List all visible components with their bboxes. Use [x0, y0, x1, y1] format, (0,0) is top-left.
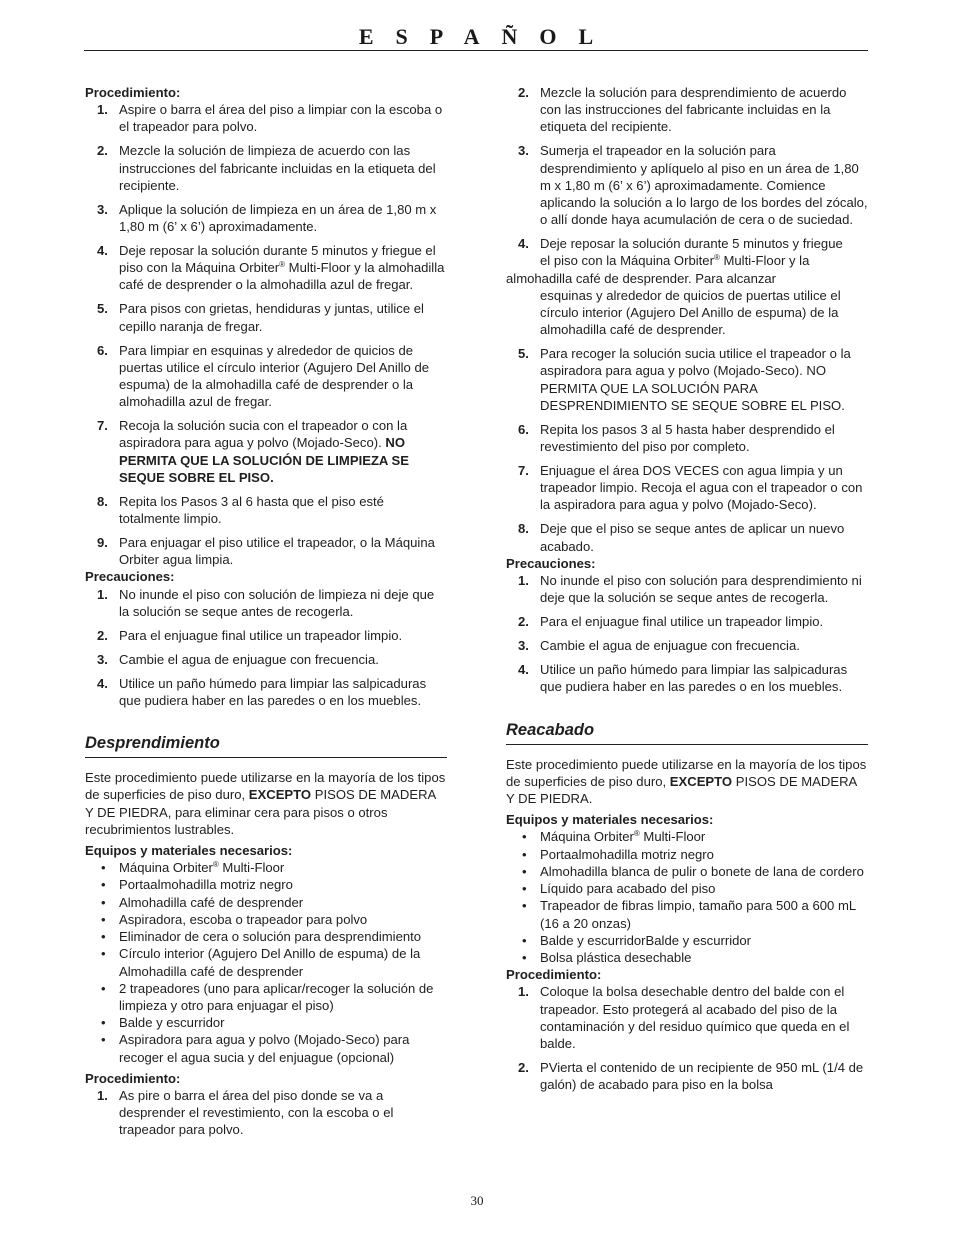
- section-heading-desprendimiento: Desprendimiento: [85, 733, 447, 758]
- precautions-list: [506, 572, 868, 696]
- step-text: Para pisos con grietas, hendiduras y juntas, utilice el cepillo naranja de fregar.: [119, 301, 424, 334]
- step-number: 3.: [97, 651, 108, 667]
- step-number: 2.: [518, 1059, 529, 1075]
- list-item: • Balde y escurridorBalde y escurridor: [506, 932, 868, 949]
- language-header: ESPAÑOL: [358, 24, 616, 49]
- list-item: [506, 1059, 868, 1093]
- list-item: [85, 493, 447, 527]
- list-item: [506, 613, 868, 630]
- step-text: As pire o barra el área del piso donde se va a desprender el revestimiento, con la escoba o el trapeador para polvo.: [119, 1087, 394, 1138]
- step-text: No inunde el piso con solución de limpieza ni deje que la solución se seque antes de recogerla.: [119, 586, 435, 619]
- step-text: Para el enjuague final utilice un trapeador limpio.: [119, 627, 403, 643]
- step-text: Deje reposar la solución durante 5 minutos y friegue: [540, 236, 843, 252]
- step-number: 1.: [518, 984, 529, 1000]
- step-text: Para limpiar en esquinas y alrededor de quicios de puertas utilice el círculo interior (Agujero Del Anillo de espuma) de la almohadilla café de desprender o la almohadilla azul de fregar.: [119, 342, 430, 410]
- step-text: Repita los Pasos 3 al 6 hasta que el piso esté totalmente limpio.: [119, 493, 384, 527]
- procedure-label: Procedimiento:: [85, 1070, 181, 1086]
- right-column: [506, 84, 868, 1093]
- list-item: [85, 534, 447, 568]
- step-number: 4.: [518, 662, 529, 678]
- list-item: • Líquido para acabado del piso: [506, 880, 868, 897]
- equipment-list: [506, 828, 868, 966]
- list-item: • Aspiradora, escoba o trapeador para polvo: [85, 911, 447, 928]
- item-text: Máquina Orbiter: [119, 860, 213, 876]
- list-item: [85, 101, 447, 135]
- step-number: 3.: [518, 143, 529, 159]
- step-text: Cambie el agua de enjuague con frecuencia.: [540, 638, 800, 654]
- cleaning-procedure-list: [85, 101, 447, 568]
- step-number: 4.: [518, 236, 529, 252]
- stripping-procedure-continued-list: [506, 84, 868, 555]
- list-item: • Portaalmohadilla motriz negro: [85, 876, 447, 893]
- list-item: [506, 421, 868, 455]
- list-item: [506, 520, 868, 554]
- step-text: No inunde el piso con solución para desprendimiento ni deje que la solución se seque antes de recogerla.: [540, 573, 862, 606]
- registered-mark: ®: [212, 860, 219, 870]
- list-item: [506, 462, 868, 514]
- step-number: 2.: [518, 614, 529, 630]
- left-column: [85, 84, 447, 1139]
- step-number: 4.: [97, 675, 108, 691]
- step-number: 3.: [518, 638, 529, 654]
- step-text: Coloque la bolsa desechable dentro del balde con el trapeador. Esto protegerá al acabado del piso de la contaminación y del residuo químico que queda en el balde.: [540, 984, 850, 1051]
- step-number: 8.: [97, 493, 108, 509]
- equipment-label: Equipos y materiales necesarios:: [85, 843, 293, 859]
- step-number: 9.: [97, 535, 108, 551]
- step-number: 2.: [97, 143, 108, 159]
- precautions-list: [85, 586, 447, 710]
- intro-emphasis: EXCEPTO: [248, 787, 312, 803]
- equipment-list: [85, 859, 447, 1065]
- step-number: 7.: [518, 463, 529, 479]
- item-text: Máquina Orbiter: [540, 829, 634, 845]
- step-text: Utilice un paño húmedo para limpiar las salpicaduras que pudiera haber en las paredes o en los muebles.: [540, 662, 848, 695]
- list-item: [85, 675, 447, 709]
- list-item: [506, 235, 868, 338]
- step-number: 1.: [97, 1087, 108, 1103]
- precautions-label: Precauciones:: [506, 555, 596, 571]
- stripping-procedure-list: [85, 1087, 447, 1139]
- list-item: [506, 345, 868, 414]
- step-number: 8.: [518, 521, 529, 537]
- intro-text: Este procedimiento puede utilizarse en la mayoría de los tipos de superficies de piso duro,: [506, 756, 867, 789]
- step-text: almohadilla café de desprender. Para alcanzar: [506, 270, 777, 286]
- intro-text: PISOS DE MADERA Y DE PIEDRA.: [506, 773, 857, 807]
- list-item: [506, 142, 868, 228]
- list-item: [506, 661, 868, 695]
- list-item: • Portaalmohadilla motriz negro: [506, 846, 868, 863]
- step-text: Para recoger la solución sucia utilice el trapeador o la aspiradora para agua y polvo (Mojado-Seco). NO PERMITA QUE LA SOLUCIÓN PARA DESPRENDIMIENTO SE SEQUE SOBRE EL PISO.: [540, 346, 851, 413]
- list-item: • Almohadilla café de desprender: [85, 894, 447, 911]
- item-text: Multi-Floor: [218, 860, 285, 876]
- step-text: Aspire o barra el área del piso a limpiar con la escoba o el trapeador para polvo.: [119, 102, 443, 135]
- step-text: el piso con la Máquina Orbiter: [540, 253, 714, 269]
- precautions-label: Precauciones:: [85, 569, 175, 585]
- step-text: PVierta el contenido de un recipiente de 950 mL (1/4 de galón) de acabado para piso en la bolsa: [540, 1059, 864, 1093]
- item-text: Multi-Floor: [639, 829, 706, 845]
- list-item: [85, 1087, 447, 1139]
- list-item: [85, 142, 447, 194]
- section-intro: [85, 769, 447, 838]
- list-item: [85, 201, 447, 235]
- intro-emphasis: EXCEPTO: [669, 773, 733, 789]
- list-item: [85, 417, 447, 486]
- registered-mark: ®: [633, 829, 640, 839]
- list-item: • Bolsa plástica desechable: [506, 949, 868, 966]
- step-text: Multi-Floor y la: [719, 253, 810, 269]
- procedure-label: Procedimiento:: [506, 967, 602, 983]
- step-text: Aplique la solución de limpieza en un área de 1,80 m x 1,80 m (6’ x 6’) aproximadamente.: [119, 201, 437, 235]
- step-text: Deje reposar la solución durante 5 minutos y friegue el piso con la Máquina Orbiter: [119, 243, 436, 276]
- step-number: 5.: [97, 301, 108, 317]
- step-number: 6.: [97, 342, 108, 358]
- step-text: esquinas y alrededor de quicios de puertas utilice el círculo interior (Agujero Del Anillo de espuma) de la almohadilla café de desprender.: [540, 287, 841, 338]
- list-item: [85, 859, 447, 876]
- list-item: [506, 637, 868, 654]
- step-text-line: [540, 252, 868, 269]
- list-item: • Balde y escurridor: [85, 1014, 447, 1031]
- warning-text: NO PERMITA QUE LA SOLUCIÓN DE LIMPIEZA SE SEQUE SOBRE EL PISO.: [119, 435, 410, 485]
- list-item: [506, 84, 868, 136]
- list-item: [85, 300, 447, 334]
- step-number: 3.: [97, 201, 108, 217]
- step-number: 1.: [97, 586, 108, 602]
- list-item: • Trapeador de fibras limpio, tamaño para 500 a 600 mL (16 a 20 onzas): [506, 897, 868, 931]
- step-text: Sumerja el trapeador en la solución para desprendimiento y aplíquelo al piso en un área de 1,80 m x 1,80 m (6’ x 6’) aproximadamente. Comience aplicando la solución a lo largo de los bordes del zócalo, o allí donde haya acumulación de cera o de suciedad.: [540, 143, 868, 228]
- step-text: Repita los pasos 3 al 5 hasta haber desprendido el revestimiento del piso por completo.: [540, 421, 835, 455]
- step-number: 2.: [518, 85, 529, 100]
- step-text: Para el enjuague final utilice un trapeador limpio.: [540, 614, 824, 630]
- step-text: Multi-Floor y la almohadilla café de desprender o la almohadilla azul de fregar.: [119, 260, 445, 293]
- list-item: [85, 586, 447, 620]
- registered-mark: ®: [713, 253, 720, 263]
- list-item: • Almohadilla blanca de pulir o bonete de lana de cordero: [506, 863, 868, 880]
- list-item: • Aspiradora para agua y polvo (Mojado-Seco) para recoger el agua sucia y del enjuague (opcional): [85, 1031, 447, 1065]
- section-heading-reacabado: Reacabado: [506, 720, 868, 745]
- step-number: 1.: [97, 102, 108, 118]
- list-item: [506, 572, 868, 606]
- list-item: [85, 242, 447, 294]
- step-number: 2.: [97, 627, 108, 643]
- list-item: • Eliminador de cera o solución para desprendimiento: [85, 928, 447, 945]
- page-number: 30: [470, 1193, 484, 1208]
- step-text: Enjuague el área DOS VECES con agua limpia y un trapeador limpio. Recoja el agua con el trapeador o con la aspiradora para agua y polvo (Mojado-Seco).: [540, 463, 863, 513]
- list-item: [85, 627, 447, 644]
- registered-mark: ®: [279, 260, 286, 270]
- step-text: Deje que el piso se seque antes de aplicar un nuevo acabado.: [540, 521, 845, 554]
- list-item: [506, 828, 868, 845]
- list-item: [85, 342, 447, 411]
- list-item: [506, 983, 868, 1052]
- step-text: Recoja la solución sucia con el trapeador o con la aspiradora para agua y polvo (Mojado-Seco).: [119, 418, 408, 451]
- step-number: 6.: [518, 421, 529, 437]
- section-intro: [506, 756, 868, 808]
- list-item: • Círculo interior (Agujero Del Anillo de espuma) de la Almohadilla café de desprender: [85, 945, 447, 979]
- equipment-label: Equipos y materiales necesarios:: [506, 812, 714, 828]
- step-text: Cambie el agua de enjuague con frecuencia.: [119, 651, 379, 667]
- step-number: 7.: [97, 418, 108, 434]
- list-item: [85, 651, 447, 668]
- header-rule: [84, 50, 868, 51]
- procedure-label: Procedimiento:: [85, 85, 181, 100]
- step-number: 5.: [518, 346, 529, 362]
- step-text: Utilice un paño húmedo para limpiar las salpicaduras que pudiera haber en las paredes o en los muebles.: [119, 675, 427, 709]
- step-text: Mezcle la solución de limpieza de acuerdo con las instrucciones del fabricante incluidas en la etiqueta del recipiente.: [119, 143, 436, 193]
- intro-text: Este procedimiento puede utilizarse en la mayoría de los tipos de superficies de piso duro,: [85, 770, 446, 803]
- list-item: • 2 trapeadores (uno para aplicar/recoger la solución de limpieza y otro para enjuagar el piso): [85, 980, 447, 1014]
- step-number: 1.: [518, 573, 529, 589]
- step-number: 4.: [97, 243, 108, 259]
- step-text: Mezcle la solución para desprendimiento de acuerdo con las instrucciones del fabricante incluidas en la etiqueta del recipiente.: [540, 85, 847, 135]
- refinishing-procedure-list: [506, 983, 868, 1093]
- intro-text: PISOS DE MADERA Y DE PIEDRA, para eliminar cera para pisos o otros recubrimientos lustrables.: [85, 787, 436, 837]
- step-text: Para enjuagar el piso utilice el trapeador, o la Máquina Orbiter agua limpia.: [119, 535, 435, 568]
